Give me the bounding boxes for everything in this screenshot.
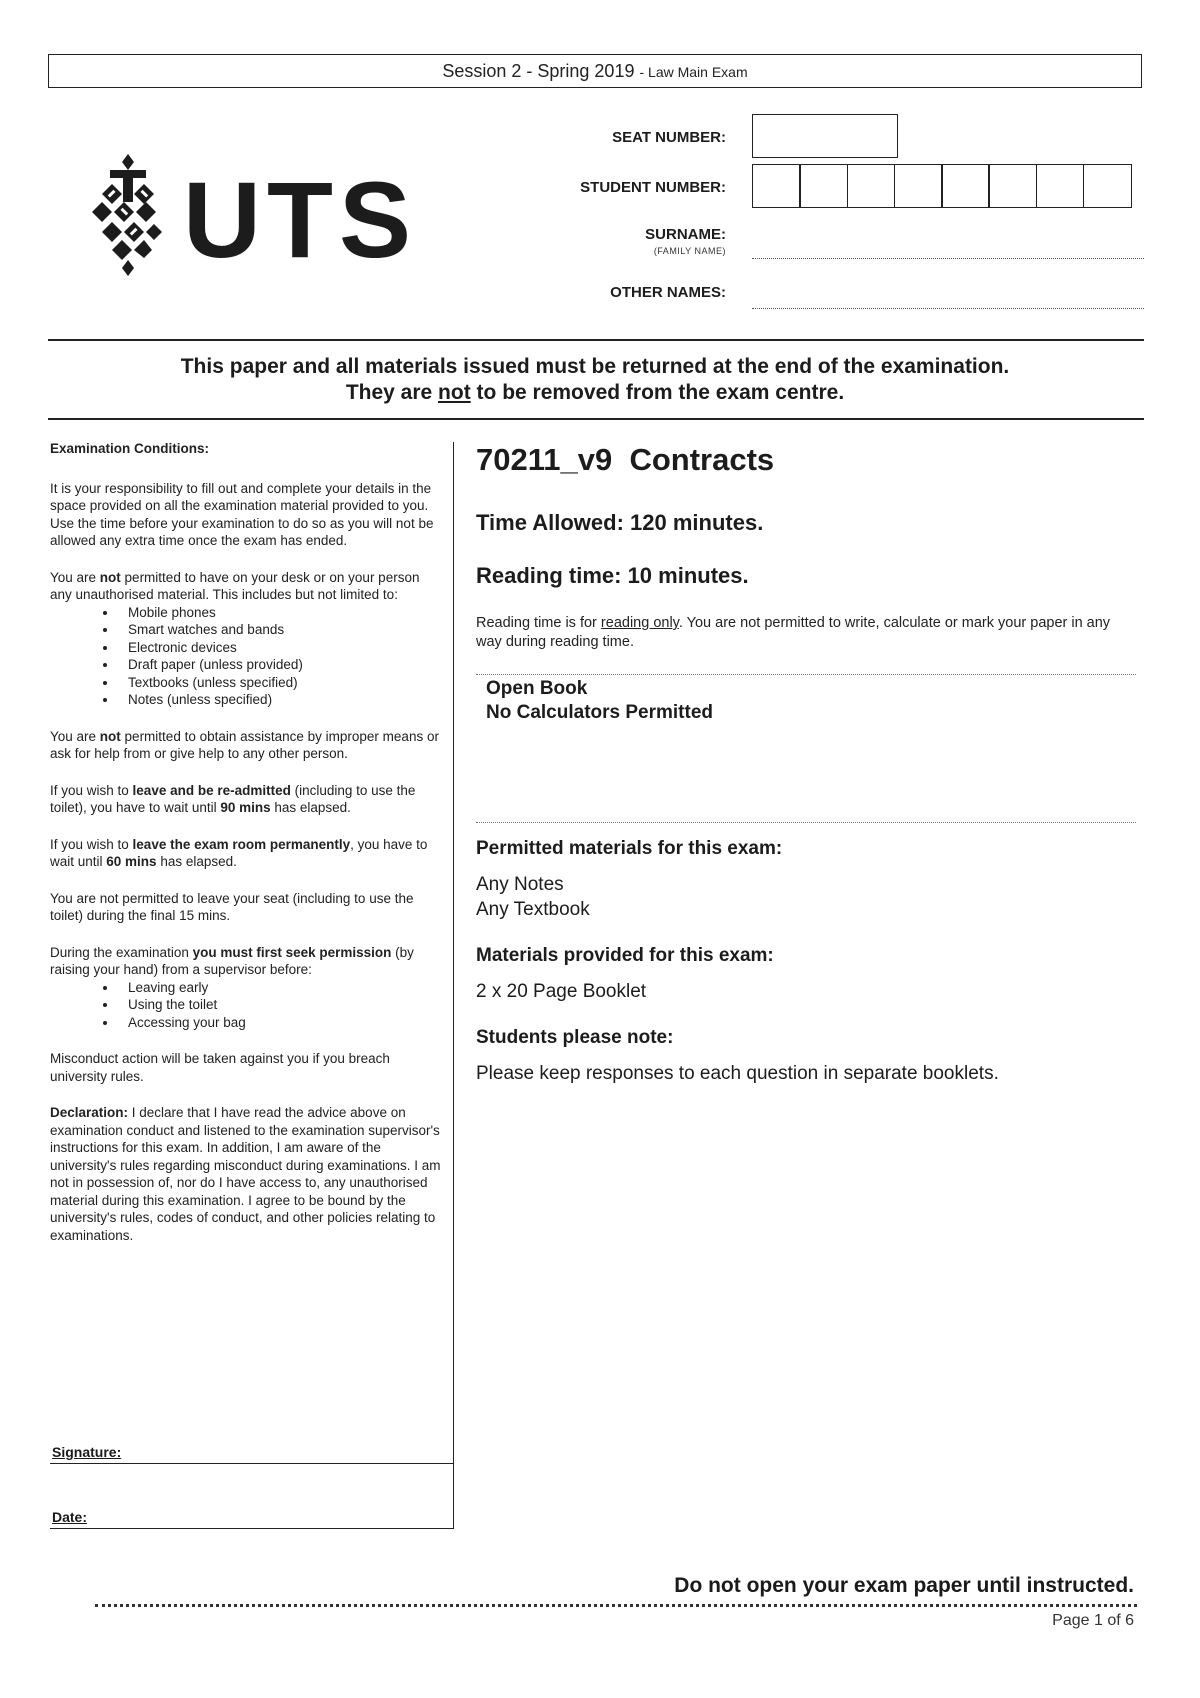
session-header — [48, 54, 1142, 88]
date-line[interactable] — [50, 1528, 454, 1529]
list-item: • Using the toilet — [118, 996, 442, 1014]
column-divider — [453, 442, 454, 1528]
course-title: 70211_v9 Contracts — [476, 442, 775, 477]
list-item: • Electronic devices — [118, 639, 442, 657]
signature-label: Signature: — [52, 1444, 122, 1460]
reading-time: Reading time: 10 minutes. — [476, 563, 749, 588]
permission-items-list — [50, 979, 442, 1032]
conditions-p8: Misconduct action will be taken against you if you breach university rules. — [50, 1051, 390, 1084]
text: has elapsed. — [156, 854, 237, 869]
emphasis: not — [99, 569, 121, 585]
list-item: • Leaving early — [118, 979, 442, 997]
text: You are — [50, 569, 100, 585]
separator — [476, 674, 1136, 675]
permitted-item: Any Notes — [476, 874, 564, 895]
uts-logo — [88, 154, 417, 284]
permitted-item: Any Textbook — [476, 899, 590, 920]
date-label: Date: — [52, 1509, 88, 1525]
notice-text: They are — [345, 381, 439, 404]
other-names-line[interactable] — [752, 308, 1144, 309]
list-item: • Smart watches and bands — [118, 621, 442, 639]
top-rule — [48, 339, 1144, 341]
emphasis: leave the exam room permanently — [132, 836, 351, 852]
page-number: Page 1 of 6 — [1052, 1612, 1134, 1629]
uts-wordmark: UTS — [183, 159, 417, 280]
text: , you have to wait until — [50, 836, 428, 869]
text: . You are not permitted to write, calculate or mark your paper in any way during reading time. — [476, 615, 1111, 650]
permitted-heading: Permitted materials for this exam: — [476, 838, 783, 859]
student-number-digit[interactable] — [799, 164, 848, 208]
reading-time-note — [476, 614, 1126, 652]
student-number-digit[interactable] — [1036, 164, 1085, 208]
conditions-p6: You are not permitted to leave your seat (including to use the toilet) during the final 15 mins. — [50, 890, 414, 923]
text: permitted to obtain assistance by improper means or ask for help from or give help to any other person. — [50, 728, 439, 761]
student-number-digit[interactable] — [752, 164, 801, 208]
other-names-label: OTHER NAMES: — [610, 284, 726, 301]
text: has elapsed. — [270, 800, 351, 815]
provided-heading: Materials provided for this exam: — [476, 945, 774, 966]
surname-line[interactable] — [752, 258, 1144, 259]
student-number-digit[interactable] — [941, 164, 990, 208]
declaration-label: Declaration: — [50, 1105, 129, 1120]
emphasis: reading only — [600, 615, 679, 631]
footer-dotted-rule — [95, 1604, 1137, 1607]
conditions-p2 — [50, 569, 442, 604]
open-book: Open Book — [486, 678, 588, 699]
surname-label: SURNAME: — [645, 226, 726, 243]
emphasis: leave and be re-admitted — [132, 782, 291, 798]
list-item: • Mobile phones — [118, 604, 442, 622]
text: (including to use the toilet), you have to wait until — [50, 782, 416, 815]
notice-text: to be removed from the exam centre. — [470, 381, 845, 404]
seat-number-box[interactable] — [752, 114, 898, 158]
text: If you wish to — [50, 782, 133, 798]
session-subtitle: - Law Main Exam — [639, 64, 748, 80]
emphasis: you must first seek permission — [192, 944, 392, 960]
signature-line[interactable] — [50, 1463, 454, 1464]
list-item: • Draft paper (unless provided) — [118, 656, 442, 674]
text: permitted to have on your desk or on your person any unauthorised material. This includes but not limited to: — [50, 569, 420, 602]
student-number-digit[interactable] — [847, 164, 896, 208]
conditions-p4 — [50, 782, 442, 817]
seat-number-label: SEAT NUMBER: — [612, 129, 726, 146]
note-text: Please keep responses to each question in separate booklets. — [476, 1063, 999, 1084]
list-item: • Notes (unless specified) — [118, 691, 442, 709]
list-item: • Accessing your bag — [118, 1014, 442, 1032]
examination-conditions — [50, 440, 442, 1263]
student-number-digit[interactable] — [894, 164, 943, 208]
surname-sublabel: (FAMILY NAME) — [653, 246, 726, 256]
emphasis: 90 mins — [220, 800, 271, 815]
uts-crest-icon — [88, 154, 168, 284]
conditions-p1: It is your responsibility to fill out and complete your details in the space provided on all the examination material provided to you. Use the time before your examination to do so as you will not be allowed any extra time once the exam has ended. — [50, 480, 434, 548]
list-item: • Textbooks (unless specified) — [118, 674, 442, 692]
do-not-open-notice: Do not open your exam paper until instructed. — [674, 1574, 1134, 1597]
text: If you wish to — [50, 836, 133, 852]
text: Reading time is for — [476, 615, 601, 631]
conditions-p7 — [50, 944, 442, 979]
note-heading: Students please note: — [476, 1027, 674, 1048]
student-number-label: STUDENT NUMBER: — [580, 179, 726, 196]
return-notice-line1: This paper and all materials issued must be returned at the end of the examination. — [180, 355, 1010, 378]
notice-rule — [48, 418, 1144, 420]
time-allowed: Time Allowed: 120 minutes. — [476, 510, 764, 535]
prohibited-items-list — [50, 604, 442, 709]
text: (by raising your hand) from a supervisor before: — [50, 944, 414, 977]
student-number-digit[interactable] — [988, 164, 1037, 208]
student-number-boxes[interactable] — [752, 164, 1132, 208]
emphasis: not — [99, 728, 121, 744]
declaration-text: I declare that I have read the advice above on examination conduct and listened to the examination supervisor's instructions for this exam. In addition, I am aware of the university's rules regarding misconduct during examinations. I am not in possession of, nor do I have access to, any unauthorised material during this examination. I agree to be bound by the university's rules, codes of conduct, and other policies relating to examinations. — [50, 1105, 441, 1243]
declaration — [50, 1104, 442, 1244]
text: During the examination — [50, 944, 193, 960]
text: You are — [50, 728, 100, 744]
session-title: Session 2 - Spring 2019 — [442, 61, 635, 81]
separator — [476, 822, 1136, 823]
return-notice-line2 — [48, 380, 1142, 406]
student-number-digit[interactable] — [1083, 164, 1132, 208]
notice-emphasis: not — [438, 381, 471, 404]
no-calculators: No Calculators Permitted — [486, 702, 713, 723]
conditions-p5 — [50, 836, 442, 871]
emphasis: 60 mins — [106, 854, 157, 869]
provided-item: 2 x 20 Page Booklet — [476, 981, 647, 1002]
conditions-p3 — [50, 728, 442, 763]
conditions-heading: Examination Conditions: — [50, 441, 210, 456]
